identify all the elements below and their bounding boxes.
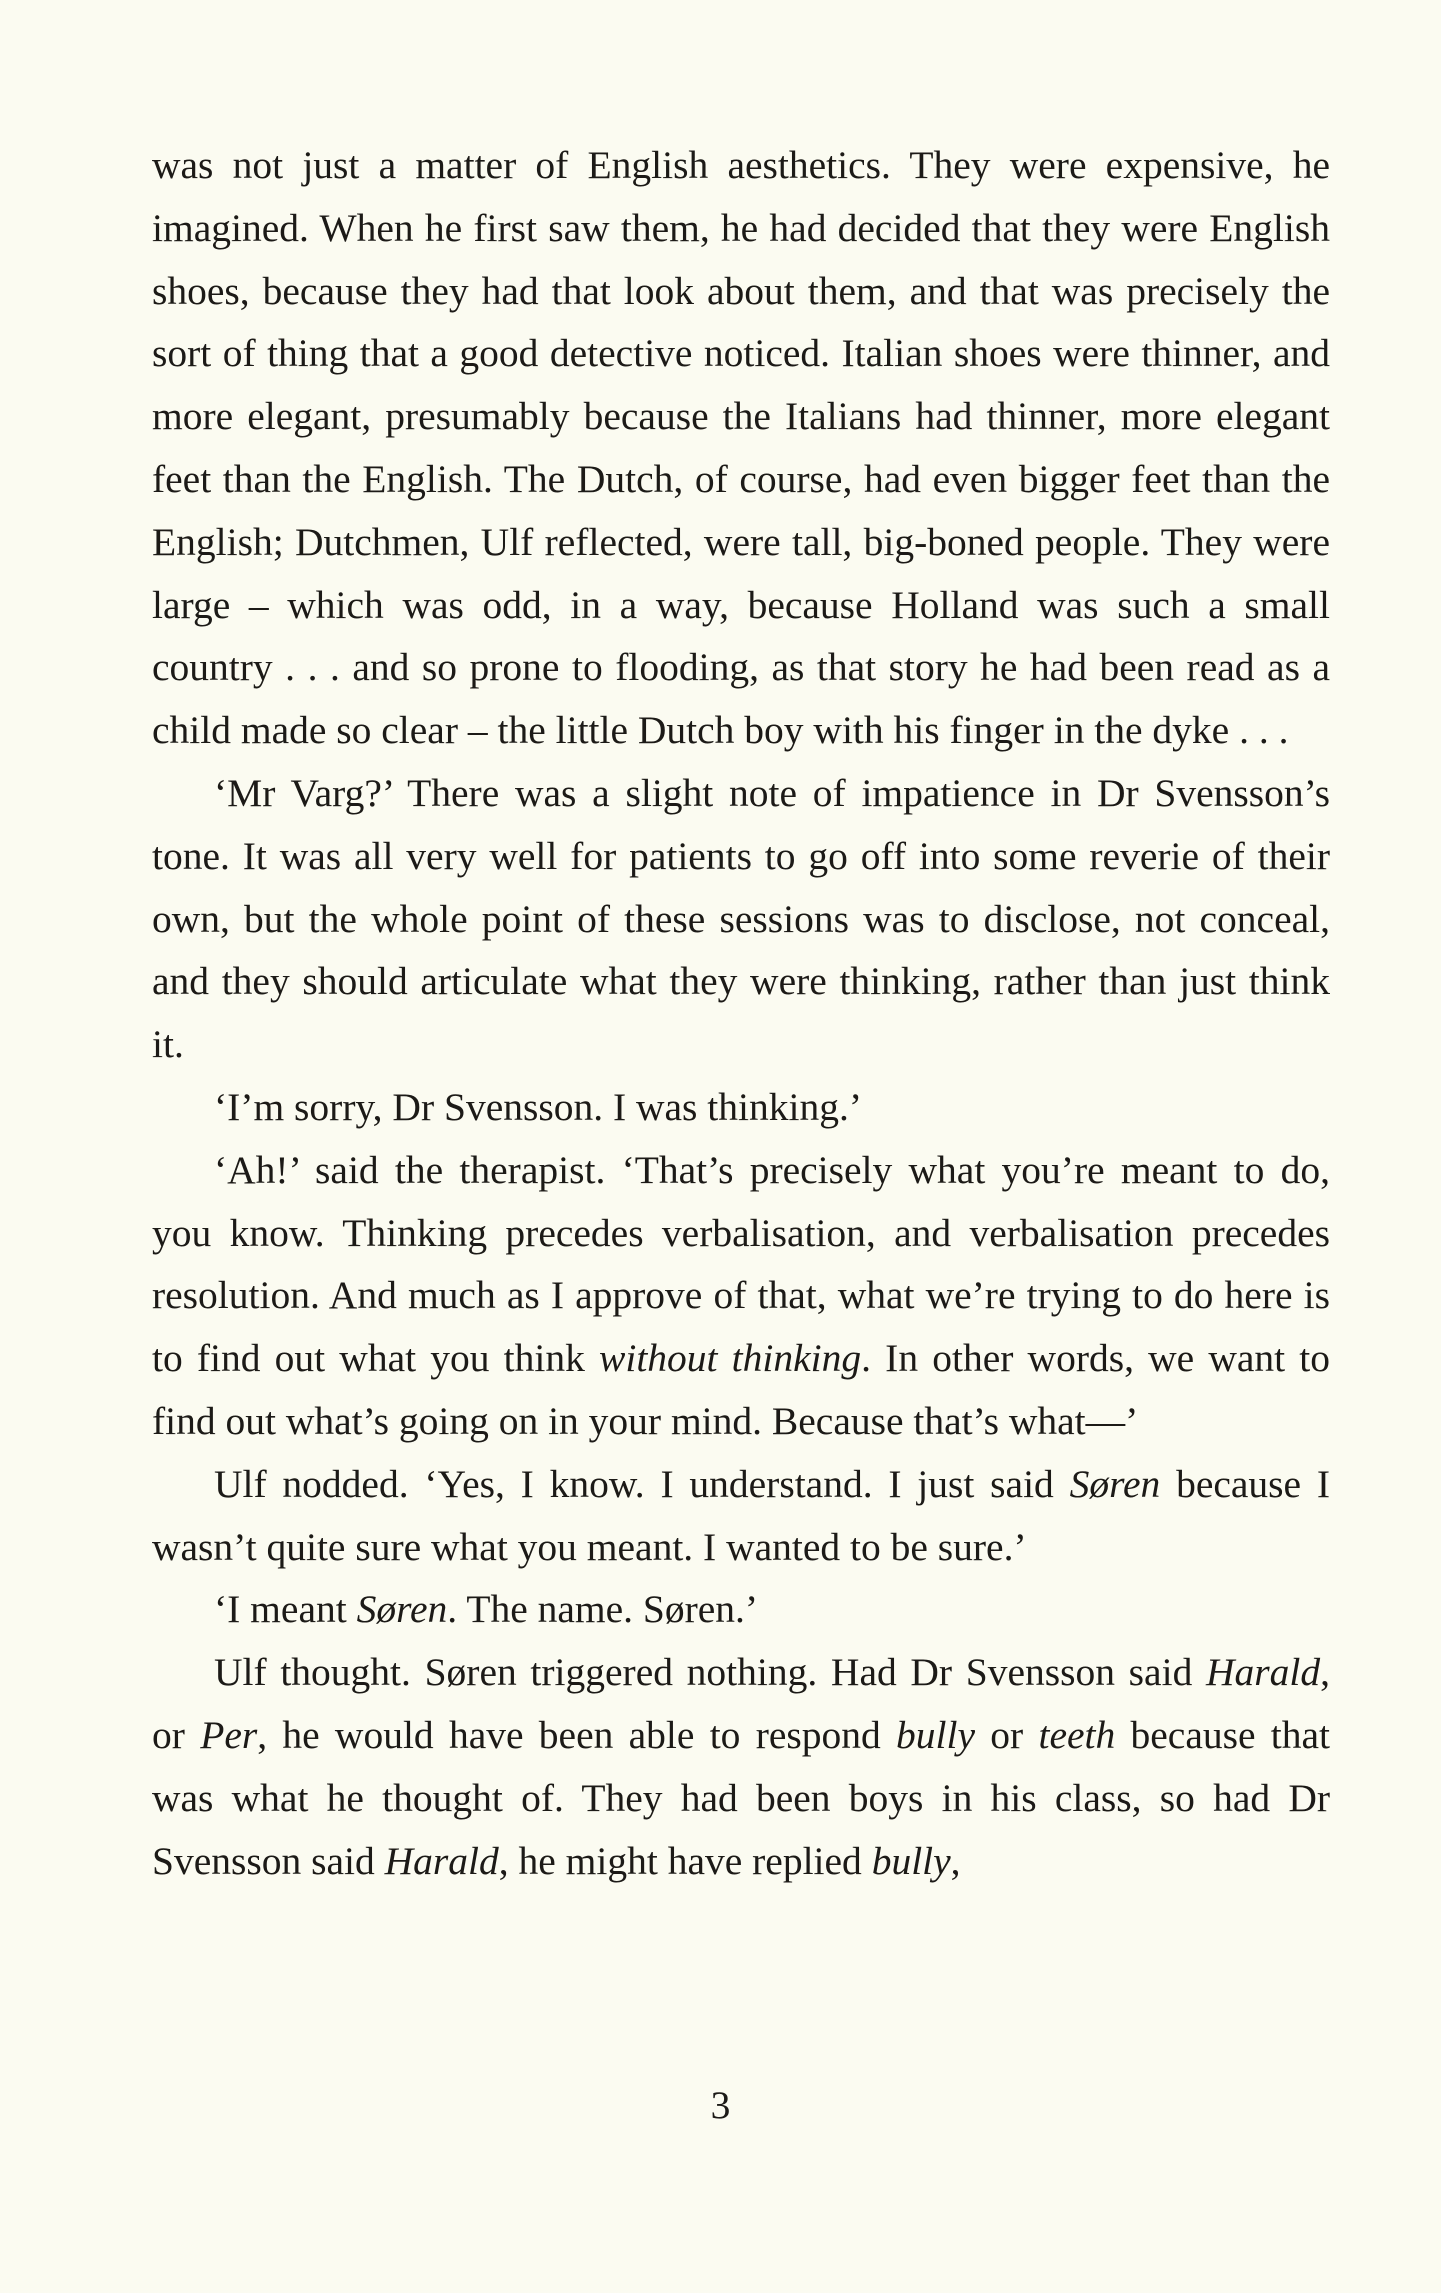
paragraph-4-text: ‘Ah!’ said the therapist. ‘That’s precisely what you’re meant to do, you know. Thinking precedes verbalisation, and verbalisation precedes resolution. And much as I approve of that, what we’re trying to do here is to find out what you think xyxy=(152,1147,1330,1381)
paragraph-7-text: because that was what he thought of. They had been boys in his class, so had Dr Svensson said xyxy=(152,1712,1331,1883)
paragraph-7-emphasis: bully xyxy=(896,1712,976,1757)
paragraph-1 xyxy=(152,134,1330,762)
paragraph-6-text: ‘I meant xyxy=(214,1587,357,1632)
paragraph-2 xyxy=(152,762,1330,1076)
paragraph-7-text: Ulf thought. Søren triggered nothing. Had Dr Svensson said xyxy=(214,1650,1206,1695)
paragraph-7-emphasis: Harald xyxy=(384,1838,499,1883)
paragraph-7-emphasis: Harald xyxy=(1206,1650,1321,1695)
page-number: 3 xyxy=(710,2083,731,2127)
paragraph-7-text: or xyxy=(975,1712,1039,1757)
paragraph-3-text: ‘I’m sorry, Dr Svensson. I was thinking.’ xyxy=(214,1084,863,1129)
paragraph-7-text: , xyxy=(950,1838,961,1883)
paragraph-5-text: Ulf nodded. ‘Yes, I know. I understand. I just said xyxy=(214,1461,1070,1506)
paragraph-2-text: ‘Mr Varg?’ There was a slight note of impatience in Dr Svensson’s tone. It was all very well for patients to go off into some reverie of their own, but the whole point of these sessions was to disclose, not conceal, and they should articulate what they were thinking, rather than just think it. xyxy=(152,770,1330,1067)
paragraph-6-emphasis: Søren xyxy=(356,1587,448,1632)
paragraph-4-text: . In other words, we want to find out what’s going on in your mind. Because that’s what—’ xyxy=(152,1336,1331,1443)
paragraph-7-emphasis: Per xyxy=(200,1712,258,1757)
paragraph-6 xyxy=(152,1578,1330,1641)
paragraph-4 xyxy=(152,1139,1330,1453)
book-page-body xyxy=(152,134,1330,1892)
paragraph-5-text: because I wasn’t quite sure what you meant. I wanted to be sure.’ xyxy=(152,1461,1330,1569)
paragraph-7-text: , or xyxy=(152,1650,1330,1757)
paragraph-5 xyxy=(152,1453,1330,1579)
paragraph-1-text: was not just a matter of English aesthetics. They were expensive, he imagined. When he first saw them, he had decided that they were English shoes, because they had that look about them, and that was precisely the sort of thing that a good detective noticed. Italian shoes were thinner, and more elegant, presumably because the Italians had thinner, more elegant feet than the English. The Dutch, of course, had even bigger feet than the English; Dutchmen, Ulf reflected, were tall, big-boned people. They were large – which was odd, in a way, because Holland was such a small country . . . and so prone to flooding, as that story he had been read as a child made so clear – the little Dutch boy with his finger in the dyke . . . xyxy=(152,143,1330,753)
paragraph-5-emphasis: Søren xyxy=(1069,1461,1161,1506)
paragraph-6-text: . The name. Søren.’ xyxy=(447,1587,759,1632)
paragraph-7-text: , he might have replied xyxy=(498,1838,872,1883)
paragraph-7-text: , he would have been able to respond xyxy=(257,1712,897,1757)
paragraph-7 xyxy=(152,1641,1330,1892)
paragraph-3 xyxy=(152,1076,1330,1139)
paragraph-7-emphasis: bully xyxy=(871,1838,951,1883)
paragraph-7-emphasis: teeth xyxy=(1038,1712,1116,1757)
paragraph-4-emphasis: without thinking xyxy=(599,1336,862,1381)
